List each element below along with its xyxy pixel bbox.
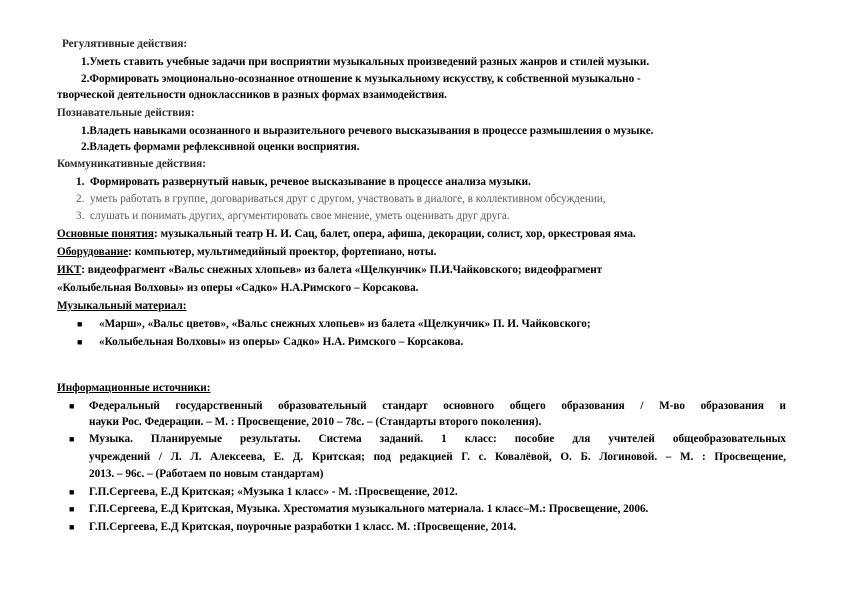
sources-heading: Информационные источники: — [57, 382, 211, 394]
communicative-item-3 — [76, 210, 510, 223]
equipment-label: Оборудование — [57, 246, 129, 258]
communicative-item-1 — [76, 176, 531, 189]
square-bullet-icon: ■ — [77, 337, 83, 347]
ict-line-1 — [57, 264, 602, 277]
source-4: Г.П.Сергеева, Е.Д Критская, Музыка. Хрестоматия музыкального материала. 1 класс–М.: Просвещение, 2006. — [89, 503, 649, 515]
square-bullet-icon: ■ — [77, 319, 83, 329]
square-bullet-icon: ■ — [69, 487, 75, 497]
communicative-heading: Коммуникативные действия: — [57, 158, 206, 170]
concepts-text: : музыкальный театр Н. И. Сац, балет, опера, афиша, декорации, солист, хор, оркестровая яма. — [153, 228, 636, 240]
equipment-text: : компьютер, мультимедийный проектор, фортепиано, ноты. — [128, 246, 437, 258]
square-bullet-icon: ■ — [69, 434, 75, 444]
list-number: 1. — [76, 176, 85, 188]
communicative-item-2 — [76, 193, 606, 206]
music-item-2: «Колыбельная Волховы» из оперы» Садко» Н.А. Римского – Корсакова. — [99, 336, 464, 348]
cognitive-item-2: 2.Владеть формами рефлексивной оценки восприятия. — [81, 141, 360, 153]
list-text: уметь работать в группе, договариваться друг с другом, участвовать в диалоге, в коллективном обсуждении, — [89, 193, 606, 205]
list-number: 3. — [76, 210, 85, 222]
cognitive-item-1: 1.Владеть навыками осознанного и выразительного речевого высказывания в процессе размышления о музыке. — [81, 125, 654, 137]
concepts-label: Основные понятия — [57, 228, 154, 240]
source-3: Г.П.Сергеева, Е.Д Критская; «Музыка 1 класс» - М. :Просвещение, 2012. — [89, 486, 458, 498]
list-text: Формировать развернутый навык, речевое высказывание в процессе анализа музыки. — [89, 176, 531, 188]
ict-line-2: «Колыбельная Волховы» из оперы «Садко» Н.А.Римского – Корсакова. — [57, 282, 419, 294]
concepts-line — [57, 228, 636, 241]
source-2-line-3: 2013. – 96с. – (Работаем по новым стандартам) — [89, 468, 324, 480]
source-2-line-2: учреждений / Л. Л. Алексеева, Е. Д. Критская; под редакцией Г. с. Ковалёвой, О. Б. Логиновой. – М. : Просвещение, — [89, 451, 786, 463]
ict-text: : видеофрагмент «Вальс снежных хлопьев» из балета «Щелкунчик» П.И.Чайковского; видеофрагмент — [81, 264, 603, 276]
square-bullet-icon: ■ — [69, 401, 75, 411]
list-number: 2. — [76, 193, 85, 205]
source-1-line-2: науки Рос. Федерации. – М. : Просвещение, 2010 – 78с. – (Стандарты второго поколения). — [89, 416, 542, 428]
equipment-line — [57, 246, 436, 259]
regulatory-item-1: 1.Уметь ставить учебные задачи при восприятии музыкальных произведений разных жанров и стилей музыки. — [81, 56, 650, 68]
square-bullet-icon: ■ — [69, 504, 75, 514]
regulatory-heading: Регулятивные действия: — [62, 38, 188, 50]
square-bullet-icon: ■ — [69, 522, 75, 532]
ict-label: ИКТ — [57, 264, 82, 276]
regulatory-item-2: 2.Формировать эмоционально-осознанное отношение к музыкальному искусству, к собственной музыкально - — [81, 73, 641, 85]
source-5: Г.П.Сергеева, Е.Д Критская, поурочные разработки 1 класс. М. :Просвещение, 2014. — [89, 521, 517, 533]
list-text: слушать и понимать других, аргументировать свое мнение, уметь оценивать друг друга. — [89, 210, 510, 222]
source-1-line-1: Федеральный государственный образовательный стандарт основного общего образования / М-во образования и — [89, 400, 786, 412]
source-2-line-1: Музыка. Планируемые результаты. Система заданий. 1 класс: пособие для учителей общеобразовательных — [89, 433, 786, 445]
cognitive-heading: Познавательные действия: — [57, 107, 195, 119]
music-heading: Музыкальный материал: — [57, 300, 187, 312]
regulatory-item-2-cont: творческой деятельности одноклассников в разных формах взаимодействия. — [57, 89, 447, 101]
music-item-1: «Марш», «Вальс цветов», «Вальс снежных хлопьев» из балета «Щелкунчик» П. И. Чайковского; — [99, 318, 591, 330]
